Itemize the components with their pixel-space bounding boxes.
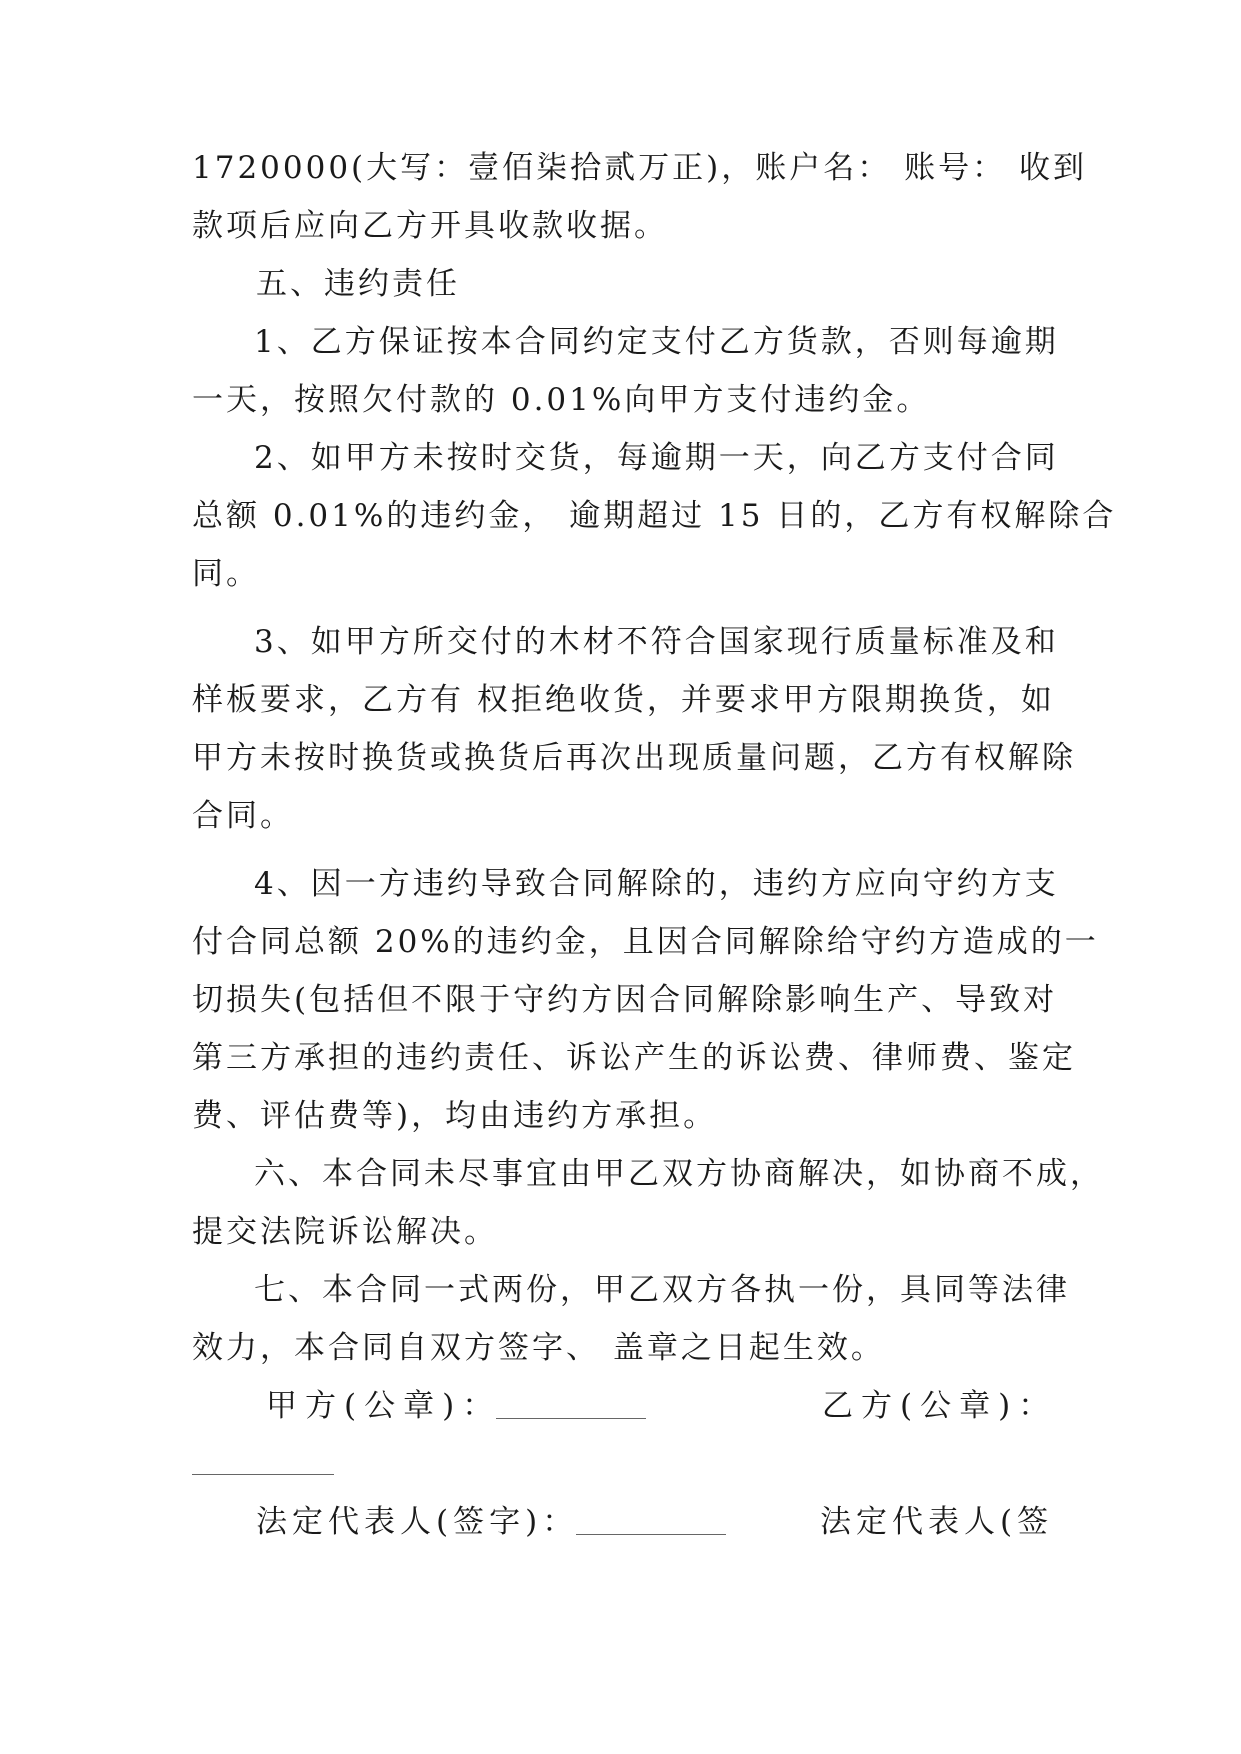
party-a-rep-label: 法定代表人(签字)： [256, 1504, 579, 1540]
text-line: 付合同总额 20%的违约金，且因合同解除给守约方造成的一 [192, 924, 1099, 960]
text-line: 2、如甲方未按时交货，每逾期一天，向乙方支付合同 [254, 440, 1059, 476]
party-a-seal-label: 甲方(公章)： [266, 1388, 502, 1424]
party-b-seal-blank [192, 1474, 334, 1475]
party-b-seal [822, 1386, 1057, 1426]
text-line: 同。 [192, 556, 260, 592]
text-line: 款项后应向乙方开具收款收据。 [192, 208, 668, 244]
party-a-seal [266, 1386, 501, 1426]
text-line: 费、评估费等)，均由违约方承担。 [192, 1098, 718, 1134]
party-b-representative [820, 1502, 1053, 1542]
party-a-representative [256, 1502, 578, 1542]
text-line: 甲方未按时换货或换货后再次出现质量问题，乙方有权解除 [192, 740, 1076, 776]
text-line: 提交法院诉讼解决。 [192, 1214, 498, 1250]
party-b-seal-label: 乙方(公章)： [822, 1388, 1058, 1424]
text-line: 一天，按照欠付款的 0.01%向甲方支付违约金。 [192, 382, 931, 418]
section-heading: 五、违约责任 [256, 266, 460, 302]
text-line: 六、本合同未尽事宜由甲乙双方协商解决，如协商不成， [254, 1156, 1104, 1192]
text-line: 总额 0.01%的违约金， 逾期超过 15 日的，乙方有权解除合 [192, 498, 1117, 534]
text-line: 切损失(包括但不限于守约方因合同解除影响生产、导致对 [192, 982, 1058, 1018]
text-line: 第三方承担的违约责任、诉讼产生的诉讼费、律师费、鉴定 [192, 1040, 1076, 1076]
text-line: 3、如甲方所交付的木材不符合国家现行质量标准及和 [254, 624, 1059, 660]
text-line: 4、因一方违约导致合同解除的，违约方应向守约方支 [254, 866, 1059, 902]
party-b-rep-label: 法定代表人(签 [820, 1504, 1054, 1540]
text-line: 效力，本合同自双方签字、 盖章之日起生效。 [192, 1330, 885, 1366]
text-line: 七、本合同一式两份，甲乙双方各执一份，具同等法律 [254, 1272, 1070, 1308]
text-line: 合同。 [192, 798, 294, 834]
text-line: 1720000(大写：壹佰柒拾贰万正)，账户名： 账号： 收到 [192, 150, 1087, 186]
party-a-rep-blank [576, 1534, 726, 1535]
text-line: 1、乙方保证按本合同约定支付乙方货款，否则每逾期 [254, 324, 1059, 360]
party-a-seal-blank [496, 1418, 646, 1419]
text-line: 样板要求，乙方有 权拒绝收货，并要求甲方限期换货，如 [192, 682, 1055, 718]
